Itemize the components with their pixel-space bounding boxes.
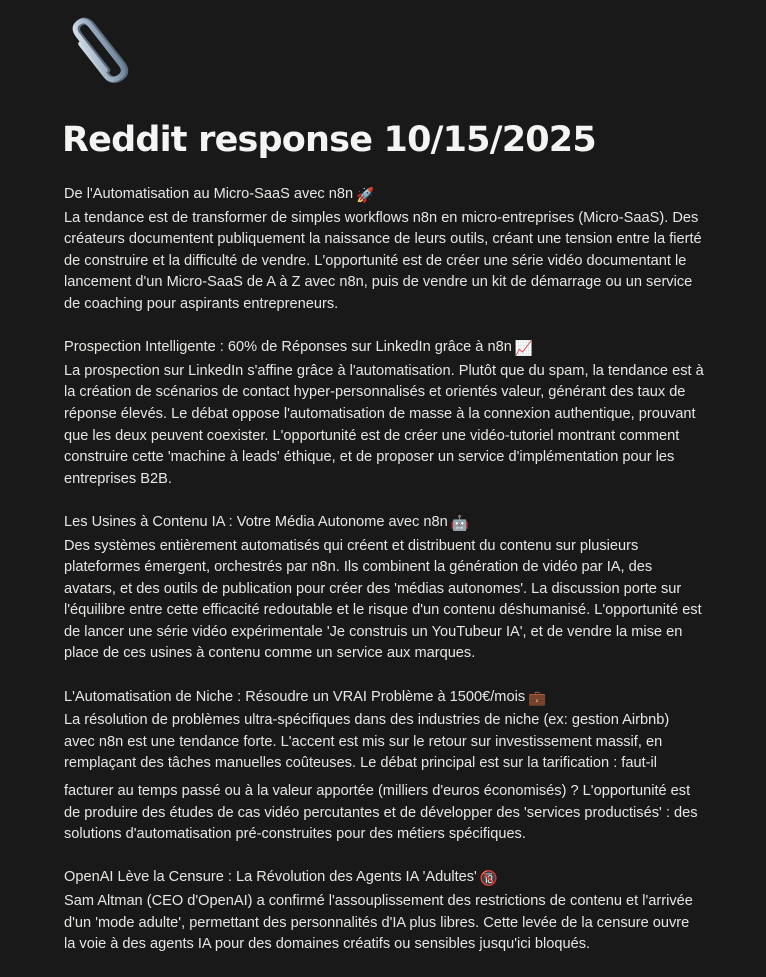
paperclip-icon[interactable] xyxy=(60,12,136,84)
section-openai-censure xyxy=(64,867,704,955)
briefcase-icon: 💼 xyxy=(528,690,547,707)
section-heading: Les Usines à Contenu IA : Votre Média Autonome avec n8n 🤖 xyxy=(64,512,704,536)
section-heading: Prospection Intelligente : 60% de Réponses sur LinkedIn grâce à n8n 📈 xyxy=(64,337,704,361)
section-micro-saas xyxy=(64,184,704,316)
page-content xyxy=(64,184,704,977)
no-under-18-icon: 🔞 xyxy=(479,871,499,888)
chart-increasing-icon: 📈 xyxy=(514,341,534,358)
rocket-icon: 🚀 xyxy=(356,188,375,204)
section-automatisation-niche xyxy=(64,687,704,846)
section-body: La tendance est de transformer de simples workflows n8n en micro-entreprises (Micro-SaaS). Des créateurs documentent publiquement la naissance de leurs outils, créant une tension entre la fierté de construire et la difficulté de vendre. L'opportunité est de créer une série vidéo documentant le lancement d'un Micro-SaaS de A à Z avec n8n, puis de vendre un kit de démarrage ou un service de coaching pour aspirants entrepreneurs. xyxy=(64,209,702,312)
section-prospection-linkedin xyxy=(64,337,704,490)
robot-icon: 🤖 xyxy=(450,515,469,532)
section-body: Sam Altman (CEO d'OpenAI) a confirmé l'assouplissement des restrictions de contenu et l'arrivée d'un 'mode adulte', permettant des personnalités d'IA plus libres. Cette levée de la censure ouvre la voie à des agents IA pour des domaines créatifs ou sensibles jusqu'ici bloqués. xyxy=(64,893,693,953)
section-usines-contenu xyxy=(64,512,704,665)
section-body: La prospection sur LinkedIn s'affine grâce à l'automatisation. Plutôt que du spam, la tendance est à la création de scénarios de contact hyper-personnalisés et orientés valeur, générant des taux de réponse élevés. Le débat oppose l'automatisation de masse à la connexion authentique, prouvant que les deux peuvent coexister. L'opportunité est de créer une vidéo-tutoriel montrant comment construire cette 'machine à leads' éthique, et de proposer un service d'implémentation pour les entreprises B2B. xyxy=(64,362,704,487)
section-heading: OpenAI Lève la Censure : La Révolution des Agents IA 'Adultes' 🔞 xyxy=(64,867,704,891)
section-body-continued: facturer au temps passé ou à la valeur apportée (milliers d'euros économisés) ? L'opportunité est de produire des études de cas vidéo percutantes et de développer des 'services productisés' : des solutions d'automatisation pré-construites pour des métiers spécifiques. xyxy=(64,783,698,843)
section-heading: L'Automatisation de Niche : Résoudre un VRAI Problème à 1500€/mois 💼 xyxy=(64,687,704,711)
section-heading: De l'Automatisation au Micro-SaaS avec n8n 🚀 xyxy=(64,184,704,208)
section-body: Des systèmes entièrement automatisés qui créent et distribuent du contenu sur plusieurs plateformes émergent, orchestrés par n8n. Ils combinent la génération de vidéo par IA, des avatars, et des outils de publication pour créer des 'médias autonomes'. La discussion porte sur l'équilibre entre cette efficacité redoutable et le risque d'un contenu déshumanisé. L'opportunité est de lancer une série vidéo expérimentale 'Je construis un YouTubeur IA', et de vendre la mise en place de ces usines à contenu comme un service aux marques. xyxy=(64,537,702,662)
section-body: La résolution de problèmes ultra-spécifiques dans des industries de niche (ex: gestion Airbnb) avec n8n est une tendance forte. L'accent est mis sur le retour sur investissement massif, en remplaçant des tâches manuelles coûteuses. Le débat principal est sur la tarification : faut-il xyxy=(64,712,670,772)
page-title: Reddit response 10/15/2025 xyxy=(62,120,596,160)
